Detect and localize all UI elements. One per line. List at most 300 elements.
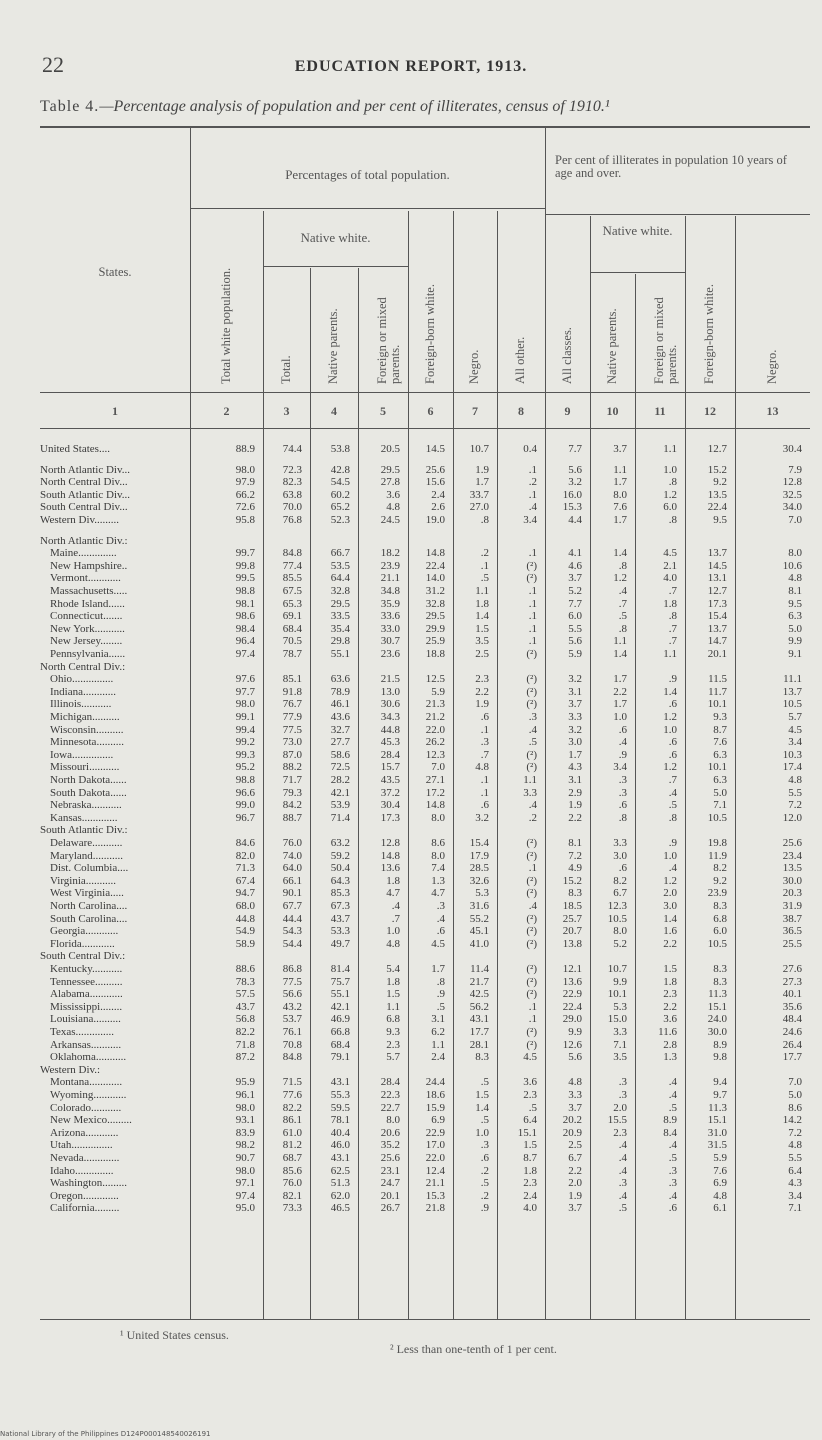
table-cell: 1.1 bbox=[613, 463, 627, 476]
table-cell: 18.2 bbox=[380, 547, 400, 560]
table-cell: 7.1 bbox=[788, 1202, 802, 1215]
state-name: Mississippi........ bbox=[50, 1000, 123, 1013]
table-cell: 97.4 bbox=[235, 648, 255, 660]
table-cell: 6.3 bbox=[713, 748, 727, 761]
column-number: 9 bbox=[564, 404, 571, 418]
state-name: New York........... bbox=[50, 622, 125, 635]
table-cell: .5 bbox=[528, 1101, 537, 1114]
table-cell: 35.2 bbox=[380, 1139, 400, 1152]
column-rule bbox=[590, 216, 591, 1320]
table-cell: 9.9 bbox=[568, 1026, 582, 1038]
table-cell: .7 bbox=[391, 912, 400, 925]
table-row bbox=[40, 1203, 810, 1214]
table-cell: 20.9 bbox=[562, 1126, 582, 1139]
table-cell: 17.9 bbox=[469, 849, 489, 862]
table-cell: 1.8 bbox=[663, 597, 677, 610]
table-cell: 29.9 bbox=[425, 622, 445, 635]
table-cell: .4 bbox=[668, 786, 677, 799]
table-cell: 1.2 bbox=[663, 711, 677, 723]
table-cell: 54.5 bbox=[330, 476, 350, 489]
table-cell: 1.9 bbox=[475, 463, 489, 476]
table-row bbox=[40, 989, 810, 1000]
table-cell: 3.4 bbox=[788, 1189, 802, 1202]
column-header: Negro. bbox=[467, 349, 481, 384]
state-name: Massachusetts..... bbox=[50, 585, 128, 597]
table-cell: 2.2 bbox=[663, 1000, 677, 1013]
table-cell: 1.3 bbox=[663, 1051, 677, 1064]
table-cell: 3.2 bbox=[568, 673, 582, 686]
table-cell: 25.6 bbox=[380, 1152, 400, 1164]
table-cell: 79.1 bbox=[330, 1051, 350, 1064]
state-name: Tennessee.......... bbox=[50, 975, 123, 988]
table-cell: 9.9 bbox=[788, 635, 802, 648]
table-row bbox=[40, 863, 810, 874]
section-heading-row bbox=[40, 825, 810, 836]
table-cell: 7.9 bbox=[788, 463, 802, 476]
column-header: Total white population. bbox=[218, 267, 233, 384]
state-name: Idaho.............. bbox=[50, 1164, 114, 1177]
table-cell: 12.7 bbox=[707, 585, 727, 597]
table-cell: 13.6 bbox=[562, 975, 582, 988]
table-row bbox=[40, 490, 810, 501]
table-cell: 8.3 bbox=[713, 975, 727, 988]
table-cell: 3.4 bbox=[613, 761, 627, 774]
table-cell: 55.3 bbox=[330, 1089, 350, 1101]
table-cell: 12.3 bbox=[607, 900, 627, 912]
table-cell: 71.8 bbox=[235, 1038, 255, 1051]
state-name: Vermont............ bbox=[50, 572, 121, 585]
table-cell: 5.5 bbox=[568, 622, 582, 635]
table-cell: (²) bbox=[526, 685, 537, 698]
table-cell: 1.7 bbox=[613, 514, 627, 526]
table-row bbox=[40, 1191, 810, 1202]
table-cell: 5.9 bbox=[568, 648, 582, 660]
table-cell: 9.4 bbox=[713, 1076, 727, 1089]
table-cell: 46.1 bbox=[330, 698, 350, 711]
table-cell: 24.7 bbox=[380, 1177, 400, 1190]
table-cell: (²) bbox=[526, 1026, 537, 1038]
table-cell: 8.6 bbox=[788, 1101, 802, 1114]
table-cell: 52.3 bbox=[330, 514, 350, 526]
table-cell: 3.6 bbox=[663, 1013, 677, 1026]
table-cell: 1.5 bbox=[475, 1089, 489, 1101]
table-cell: 1.4 bbox=[613, 547, 627, 560]
column-number: 3 bbox=[283, 404, 290, 418]
table-cell: 77.9 bbox=[282, 711, 302, 723]
table-cell: 2.0 bbox=[613, 1101, 627, 1114]
state-name: Montana............ bbox=[50, 1076, 123, 1089]
table-cell: 17.3 bbox=[380, 811, 400, 824]
table-row bbox=[40, 502, 810, 513]
table-cell: 4.5 bbox=[663, 547, 677, 560]
table-cell: 30.4 bbox=[782, 443, 802, 455]
state-name: North Dakota...... bbox=[50, 774, 127, 786]
table-cell: 21.2 bbox=[425, 711, 445, 723]
table-cell: .4 bbox=[436, 912, 445, 925]
table-row bbox=[40, 1153, 810, 1164]
table-cell: .4 bbox=[528, 900, 537, 912]
table-row bbox=[40, 813, 810, 824]
table-row bbox=[40, 1090, 810, 1101]
table-cell: 3.3 bbox=[613, 1026, 627, 1038]
table-cell: 6.0 bbox=[568, 610, 582, 623]
table-cell: 26.4 bbox=[782, 1038, 802, 1051]
table-cell: 67.7 bbox=[282, 900, 302, 912]
table-cell: 3.0 bbox=[663, 900, 677, 912]
table-cell: 66.8 bbox=[330, 1026, 350, 1038]
state-name: Connecticut....... bbox=[50, 610, 123, 623]
table-cell: 42.1 bbox=[330, 1000, 350, 1013]
table-cell: 86.1 bbox=[282, 1114, 302, 1127]
table-cell: 9.8 bbox=[713, 1051, 727, 1064]
table-cell: 20.7 bbox=[562, 925, 582, 938]
table-cell: 30.7 bbox=[380, 635, 400, 648]
table-cell: (²) bbox=[526, 988, 537, 1001]
state-name: South Central Div... bbox=[40, 501, 128, 514]
table-cell: 3.3 bbox=[568, 711, 582, 723]
table-cell: .3 bbox=[618, 1177, 627, 1190]
table-cell: .7 bbox=[668, 622, 677, 635]
table-cell: 9.2 bbox=[713, 476, 727, 489]
table-cell: 3.7 bbox=[613, 443, 627, 455]
column-number: 10 bbox=[606, 404, 619, 418]
table-cell: 64.3 bbox=[330, 874, 350, 887]
table-cell: 78.7 bbox=[282, 648, 302, 660]
table-cell: (²) bbox=[526, 673, 537, 686]
table-row bbox=[40, 515, 810, 526]
table-row bbox=[40, 762, 810, 773]
table-cell: 9.3 bbox=[713, 711, 727, 723]
table-cell: 11.3 bbox=[708, 1101, 727, 1114]
table-cell: 34.0 bbox=[782, 501, 802, 514]
table-cell: 20.3 bbox=[782, 887, 802, 900]
table-cell: 30.0 bbox=[707, 1026, 727, 1038]
column-number: 8 bbox=[518, 404, 524, 418]
table-cell: .3 bbox=[436, 900, 445, 912]
state-name: South Central Div.: bbox=[40, 950, 126, 963]
section-heading-row bbox=[40, 1065, 810, 1076]
table-cell: 11.3 bbox=[708, 988, 727, 1001]
table-cell: 35.6 bbox=[782, 1000, 802, 1013]
table-row bbox=[40, 901, 810, 912]
table-cell: 23.1 bbox=[380, 1164, 400, 1177]
table-cell: 8.1 bbox=[788, 585, 802, 597]
table-cell: 58.6 bbox=[330, 748, 350, 761]
table-cell: 1.7 bbox=[475, 476, 489, 489]
table-cell: 6.3 bbox=[713, 774, 727, 786]
table-cell: 95.8 bbox=[235, 514, 255, 526]
table-cell: .4 bbox=[528, 723, 537, 736]
table-cell: .4 bbox=[528, 799, 537, 812]
table-cell: .5 bbox=[528, 736, 537, 749]
table-cell: 99.5 bbox=[235, 572, 255, 585]
table-cell: 1.5 bbox=[386, 988, 400, 1001]
state-name: Indiana............ bbox=[50, 685, 116, 698]
table-cell: 8.0 bbox=[431, 811, 445, 824]
table-cell: 44.8 bbox=[235, 912, 255, 925]
table-cell: 17.7 bbox=[469, 1026, 489, 1038]
table-cell: 99.3 bbox=[235, 748, 255, 761]
table-cell: 8.9 bbox=[663, 1114, 677, 1127]
table-cell: 78.3 bbox=[235, 975, 255, 988]
table-cell: 10.7 bbox=[469, 443, 489, 455]
table-cell: 76.7 bbox=[282, 698, 302, 711]
table-cell: 5.9 bbox=[713, 1152, 727, 1164]
table-cell: 8.3 bbox=[568, 887, 582, 900]
table-cell: 50.4 bbox=[330, 862, 350, 875]
table-cell: 64.0 bbox=[282, 862, 302, 875]
table-cell: 32.8 bbox=[330, 585, 350, 597]
state-name: Illinois........... bbox=[50, 698, 112, 711]
table-cell: 1.1 bbox=[475, 585, 489, 597]
table-cell: 44.8 bbox=[380, 723, 400, 736]
table-cell: 7.7 bbox=[568, 443, 582, 455]
table-cell: 14.2 bbox=[782, 1114, 802, 1127]
table-cell: 59.2 bbox=[330, 849, 350, 862]
table-cell: .1 bbox=[528, 463, 537, 476]
table-cell: (²) bbox=[526, 849, 537, 862]
table-cell: 25.6 bbox=[782, 837, 802, 849]
table-row bbox=[40, 888, 810, 899]
running-title: EDUCATION REPORT, 1913. bbox=[294, 58, 528, 75]
table-cell: 29.5 bbox=[425, 610, 445, 623]
table-cell: 4.3 bbox=[568, 761, 582, 774]
table-cell: 13.5 bbox=[782, 862, 802, 875]
page-number: 22 bbox=[42, 52, 64, 77]
table-cell: 14.8 bbox=[425, 547, 445, 560]
table-cell: 2.4 bbox=[431, 488, 445, 501]
table-cell: 98.6 bbox=[235, 610, 255, 623]
column-rule bbox=[685, 216, 686, 1320]
table-cell: .4 bbox=[391, 900, 400, 912]
table-cell: 43.7 bbox=[235, 1000, 255, 1013]
table-cell: 15.1 bbox=[707, 1000, 727, 1013]
table-cell: 67.5 bbox=[282, 585, 302, 597]
table-cell: 98.8 bbox=[235, 774, 255, 786]
table-cell: .2 bbox=[480, 547, 489, 560]
table-cell: 15.2 bbox=[562, 874, 582, 887]
table-cell: 20.1 bbox=[380, 1189, 400, 1202]
table-cell: .6 bbox=[618, 723, 627, 736]
table-cell: (²) bbox=[526, 559, 537, 572]
table-caption-text: —Percentage analysis of population and per cent of illiterates, census of 1910.¹ bbox=[99, 98, 610, 115]
table-cell: 9.5 bbox=[788, 597, 802, 610]
table-cell: 66.1 bbox=[282, 874, 302, 887]
table-cell: 95.2 bbox=[235, 761, 255, 774]
column-rule bbox=[263, 211, 264, 1320]
table-cell: 53.7 bbox=[282, 1013, 302, 1026]
table-cell: 8.0 bbox=[613, 925, 627, 938]
state-name: Virginia........... bbox=[50, 874, 117, 887]
table-cell: 96.7 bbox=[235, 811, 255, 824]
table-cell: 1.7 bbox=[613, 698, 627, 711]
table-cell: .4 bbox=[668, 1089, 677, 1101]
table-row bbox=[40, 548, 810, 559]
table-cell: 11.9 bbox=[708, 849, 727, 862]
table-cell: 84.8 bbox=[282, 547, 302, 560]
group-illit-underline bbox=[545, 214, 810, 215]
table-caption-label: Table 4. bbox=[40, 98, 100, 115]
table-cell: .4 bbox=[668, 862, 677, 875]
table-cell: 1.8 bbox=[663, 975, 677, 988]
table-cell: 12.1 bbox=[562, 963, 582, 975]
table-cell: .4 bbox=[668, 1139, 677, 1152]
state-name: Minnesota.......... bbox=[50, 736, 124, 749]
table-cell: 15.1 bbox=[517, 1126, 537, 1139]
table-cell: 4.5 bbox=[788, 723, 802, 736]
state-name: South Atlantic Div.: bbox=[40, 824, 128, 837]
table-cell: 1.8 bbox=[475, 597, 489, 610]
column-header: Foreign-born white. bbox=[702, 284, 716, 384]
table-cell: 27.6 bbox=[782, 963, 802, 975]
table-cell: .2 bbox=[528, 811, 537, 824]
table-cell: 1.8 bbox=[386, 975, 400, 988]
table-cell: .4 bbox=[618, 1164, 627, 1177]
table-cell: 63.8 bbox=[282, 488, 302, 501]
table-cell: 2.2 bbox=[568, 1164, 582, 1177]
table-cell: 10.1 bbox=[707, 761, 727, 774]
table-cell: 23.9 bbox=[380, 559, 400, 572]
table-cell: .1 bbox=[528, 610, 537, 623]
table-cell: 9.7 bbox=[713, 1089, 727, 1101]
table-cell: 6.8 bbox=[713, 912, 727, 925]
table-cell: 28.4 bbox=[380, 1076, 400, 1089]
header-bottom-rule bbox=[40, 392, 810, 393]
table-cell: 1.0 bbox=[663, 723, 677, 736]
column-number: 13 bbox=[766, 404, 779, 418]
table-cell: 31.6 bbox=[469, 900, 489, 912]
table-cell: 6.7 bbox=[568, 1152, 582, 1164]
state-name: California......... bbox=[50, 1202, 120, 1215]
table-cell: 17.7 bbox=[782, 1051, 802, 1064]
table-cell: 98.4 bbox=[235, 622, 255, 635]
table-cell: 5.6 bbox=[568, 635, 582, 648]
table-cell: 3.6 bbox=[523, 1076, 537, 1089]
table-cell: 77.4 bbox=[282, 559, 302, 572]
table-row bbox=[40, 573, 810, 584]
table-cell: 28.4 bbox=[380, 748, 400, 761]
table-cell: 14.8 bbox=[380, 849, 400, 862]
table-cell: 4.8 bbox=[568, 1076, 582, 1089]
table-cell: 6.7 bbox=[613, 887, 627, 900]
column-header: Native parents. bbox=[326, 308, 340, 384]
table-cell: 72.3 bbox=[282, 463, 302, 476]
table-cell: 8.3 bbox=[713, 900, 727, 912]
table-cell: 13.7 bbox=[707, 547, 727, 560]
table-row bbox=[40, 586, 810, 597]
table-cell: 31.2 bbox=[425, 585, 445, 597]
table-cell: 51.3 bbox=[330, 1177, 350, 1190]
table-cell: 58.9 bbox=[235, 937, 255, 950]
state-name: Wisconsin.......... bbox=[50, 723, 124, 736]
table-cell: 7.2 bbox=[788, 1126, 802, 1139]
table-cell: 63.6 bbox=[330, 673, 350, 686]
state-name: Louisiana.......... bbox=[50, 1013, 121, 1026]
table-cell: 54.9 bbox=[235, 925, 255, 938]
table-cell: 10.1 bbox=[707, 698, 727, 711]
table-cell: 99.1 bbox=[235, 711, 255, 723]
table-cell: 99.4 bbox=[235, 723, 255, 736]
table-cell: 13.7 bbox=[707, 622, 727, 635]
table-cell: 95.9 bbox=[235, 1076, 255, 1089]
state-name: North Central Div.: bbox=[40, 660, 126, 673]
table-cell: .6 bbox=[668, 748, 677, 761]
table-cell: .8 bbox=[668, 514, 677, 526]
table-row bbox=[40, 1115, 810, 1126]
state-name: Dist. Columbia.... bbox=[50, 862, 129, 875]
table-cell: 32.8 bbox=[425, 597, 445, 610]
table-row bbox=[40, 1140, 810, 1151]
table-cell: 4.8 bbox=[788, 572, 802, 585]
table-cell: 17.2 bbox=[425, 786, 445, 799]
table-cell: 1.8 bbox=[523, 1164, 537, 1177]
table-cell: 14.8 bbox=[425, 799, 445, 812]
column-number: 11 bbox=[654, 404, 666, 418]
table-row bbox=[40, 699, 810, 710]
column-rule bbox=[358, 268, 359, 1320]
table-cell: 69.1 bbox=[282, 610, 302, 623]
table-top-rule bbox=[40, 126, 810, 128]
table-cell: (²) bbox=[526, 748, 537, 761]
table-cell: 7.0 bbox=[431, 761, 445, 774]
table-cell: 62.5 bbox=[330, 1164, 350, 1177]
state-name: Florida............ bbox=[50, 937, 115, 950]
table-cell: 32.6 bbox=[469, 874, 489, 887]
table-cell: 28.5 bbox=[469, 862, 489, 875]
native-white-header: Native white. bbox=[300, 230, 371, 245]
table-cell: .3 bbox=[618, 1076, 627, 1089]
state-name: Iowa............... bbox=[50, 748, 114, 761]
table-cell: 32.5 bbox=[782, 488, 802, 501]
table-cell: 9.1 bbox=[788, 648, 802, 660]
table-cell: 5.2 bbox=[613, 937, 627, 950]
table-cell: 19.0 bbox=[425, 514, 445, 526]
group-illit-header: Per cent of illiterates in population 10 years of age and over. bbox=[555, 153, 787, 180]
table-cell: 25.9 bbox=[425, 635, 445, 648]
table-cell: 9.9 bbox=[613, 975, 627, 988]
table-cell: 3.2 bbox=[475, 811, 489, 824]
table-cell: 3.7 bbox=[568, 698, 582, 711]
table-cell: .3 bbox=[480, 1139, 489, 1152]
table-cell: 86.8 bbox=[282, 963, 302, 975]
table-cell: (²) bbox=[526, 837, 537, 849]
table-cell: .5 bbox=[668, 1101, 677, 1114]
table-cell: 1.7 bbox=[613, 476, 627, 489]
table-cell: 1.5 bbox=[663, 963, 677, 975]
table-cell: 5.0 bbox=[713, 786, 727, 799]
table-cell: 6.2 bbox=[431, 1026, 445, 1038]
table-cell: 81.2 bbox=[282, 1139, 302, 1152]
table-cell: 60.2 bbox=[330, 488, 350, 501]
table-cell: 84.8 bbox=[282, 1051, 302, 1064]
table-cell: 34.8 bbox=[380, 585, 400, 597]
table-cell: 10.5 bbox=[607, 912, 627, 925]
table-cell: 1.6 bbox=[663, 925, 677, 938]
table-cell: 7.6 bbox=[713, 736, 727, 749]
column-header: Foreign or mixed parents. bbox=[375, 297, 402, 384]
table-cell: 4.7 bbox=[386, 887, 400, 900]
table-cell: 2.3 bbox=[475, 673, 489, 686]
table-cell: 90.1 bbox=[282, 887, 302, 900]
table-cell: .8 bbox=[668, 811, 677, 824]
table-cell: .8 bbox=[618, 811, 627, 824]
table-cell: 4.8 bbox=[713, 1189, 727, 1202]
table-cell: 4.4 bbox=[568, 514, 582, 526]
table-row bbox=[40, 926, 810, 937]
table-cell: 12.7 bbox=[707, 443, 727, 455]
state-name: South Atlantic Div... bbox=[40, 488, 131, 501]
table-cell: 4.8 bbox=[788, 1139, 802, 1152]
